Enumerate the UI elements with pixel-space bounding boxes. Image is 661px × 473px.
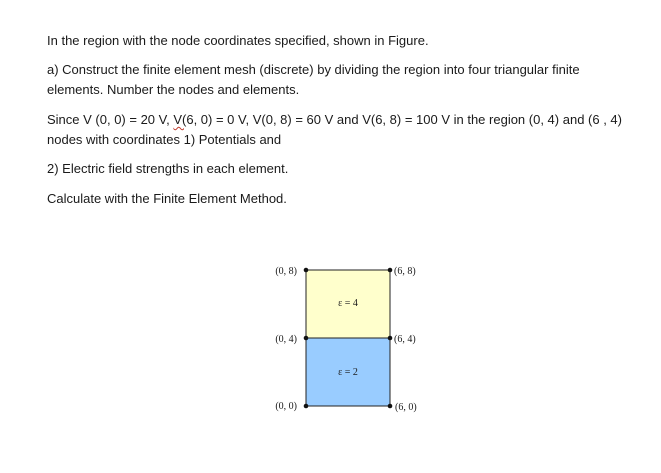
boundary-line-2: nodes with coordinates 1) Potentials and (47, 132, 282, 147)
lower-region-label: ε = 2 (338, 367, 358, 378)
label-6-4: (6, 4) (394, 334, 416, 345)
label-6-8: (6, 8) (394, 266, 416, 277)
node-0-8 (304, 268, 309, 273)
part-2-line: 2) Electric field strengths in each element. (47, 161, 289, 176)
spellcheck-flagged-text: V( (173, 112, 187, 127)
intro-text: In the region with the node coordinates specified, shown in Figure. (47, 33, 429, 48)
label-0-4: (0, 4) (275, 334, 297, 345)
instruction-line: Calculate with the Finite Element Method. (47, 191, 287, 206)
part-a-line-2: elements. Number the nodes and elements. (47, 82, 300, 97)
node-0-0 (304, 404, 309, 409)
label-0-0: (0, 0) (275, 401, 297, 412)
upper-region-label: ε = 4 (338, 298, 358, 309)
node-6-8 (388, 268, 393, 273)
boundary-line-1-start: Since V (0, 0) = 20 V, (47, 112, 174, 127)
node-6-0 (388, 404, 393, 409)
node-0-4 (304, 336, 309, 341)
label-0-8: (0, 8) (275, 266, 297, 277)
node-6-4 (388, 336, 393, 341)
part-a-line-1: a) Construct the finite element mesh (discrete) by dividing the region into four triangular finite (47, 62, 580, 77)
boundary-line-1-end: 6, 0) = 0 V, V(0, 8) = 60 V and V(6, 8) = 100 V in the region (0, 4) and (6 , 4) (186, 112, 622, 127)
label-6-0: (6, 0) (395, 402, 417, 413)
